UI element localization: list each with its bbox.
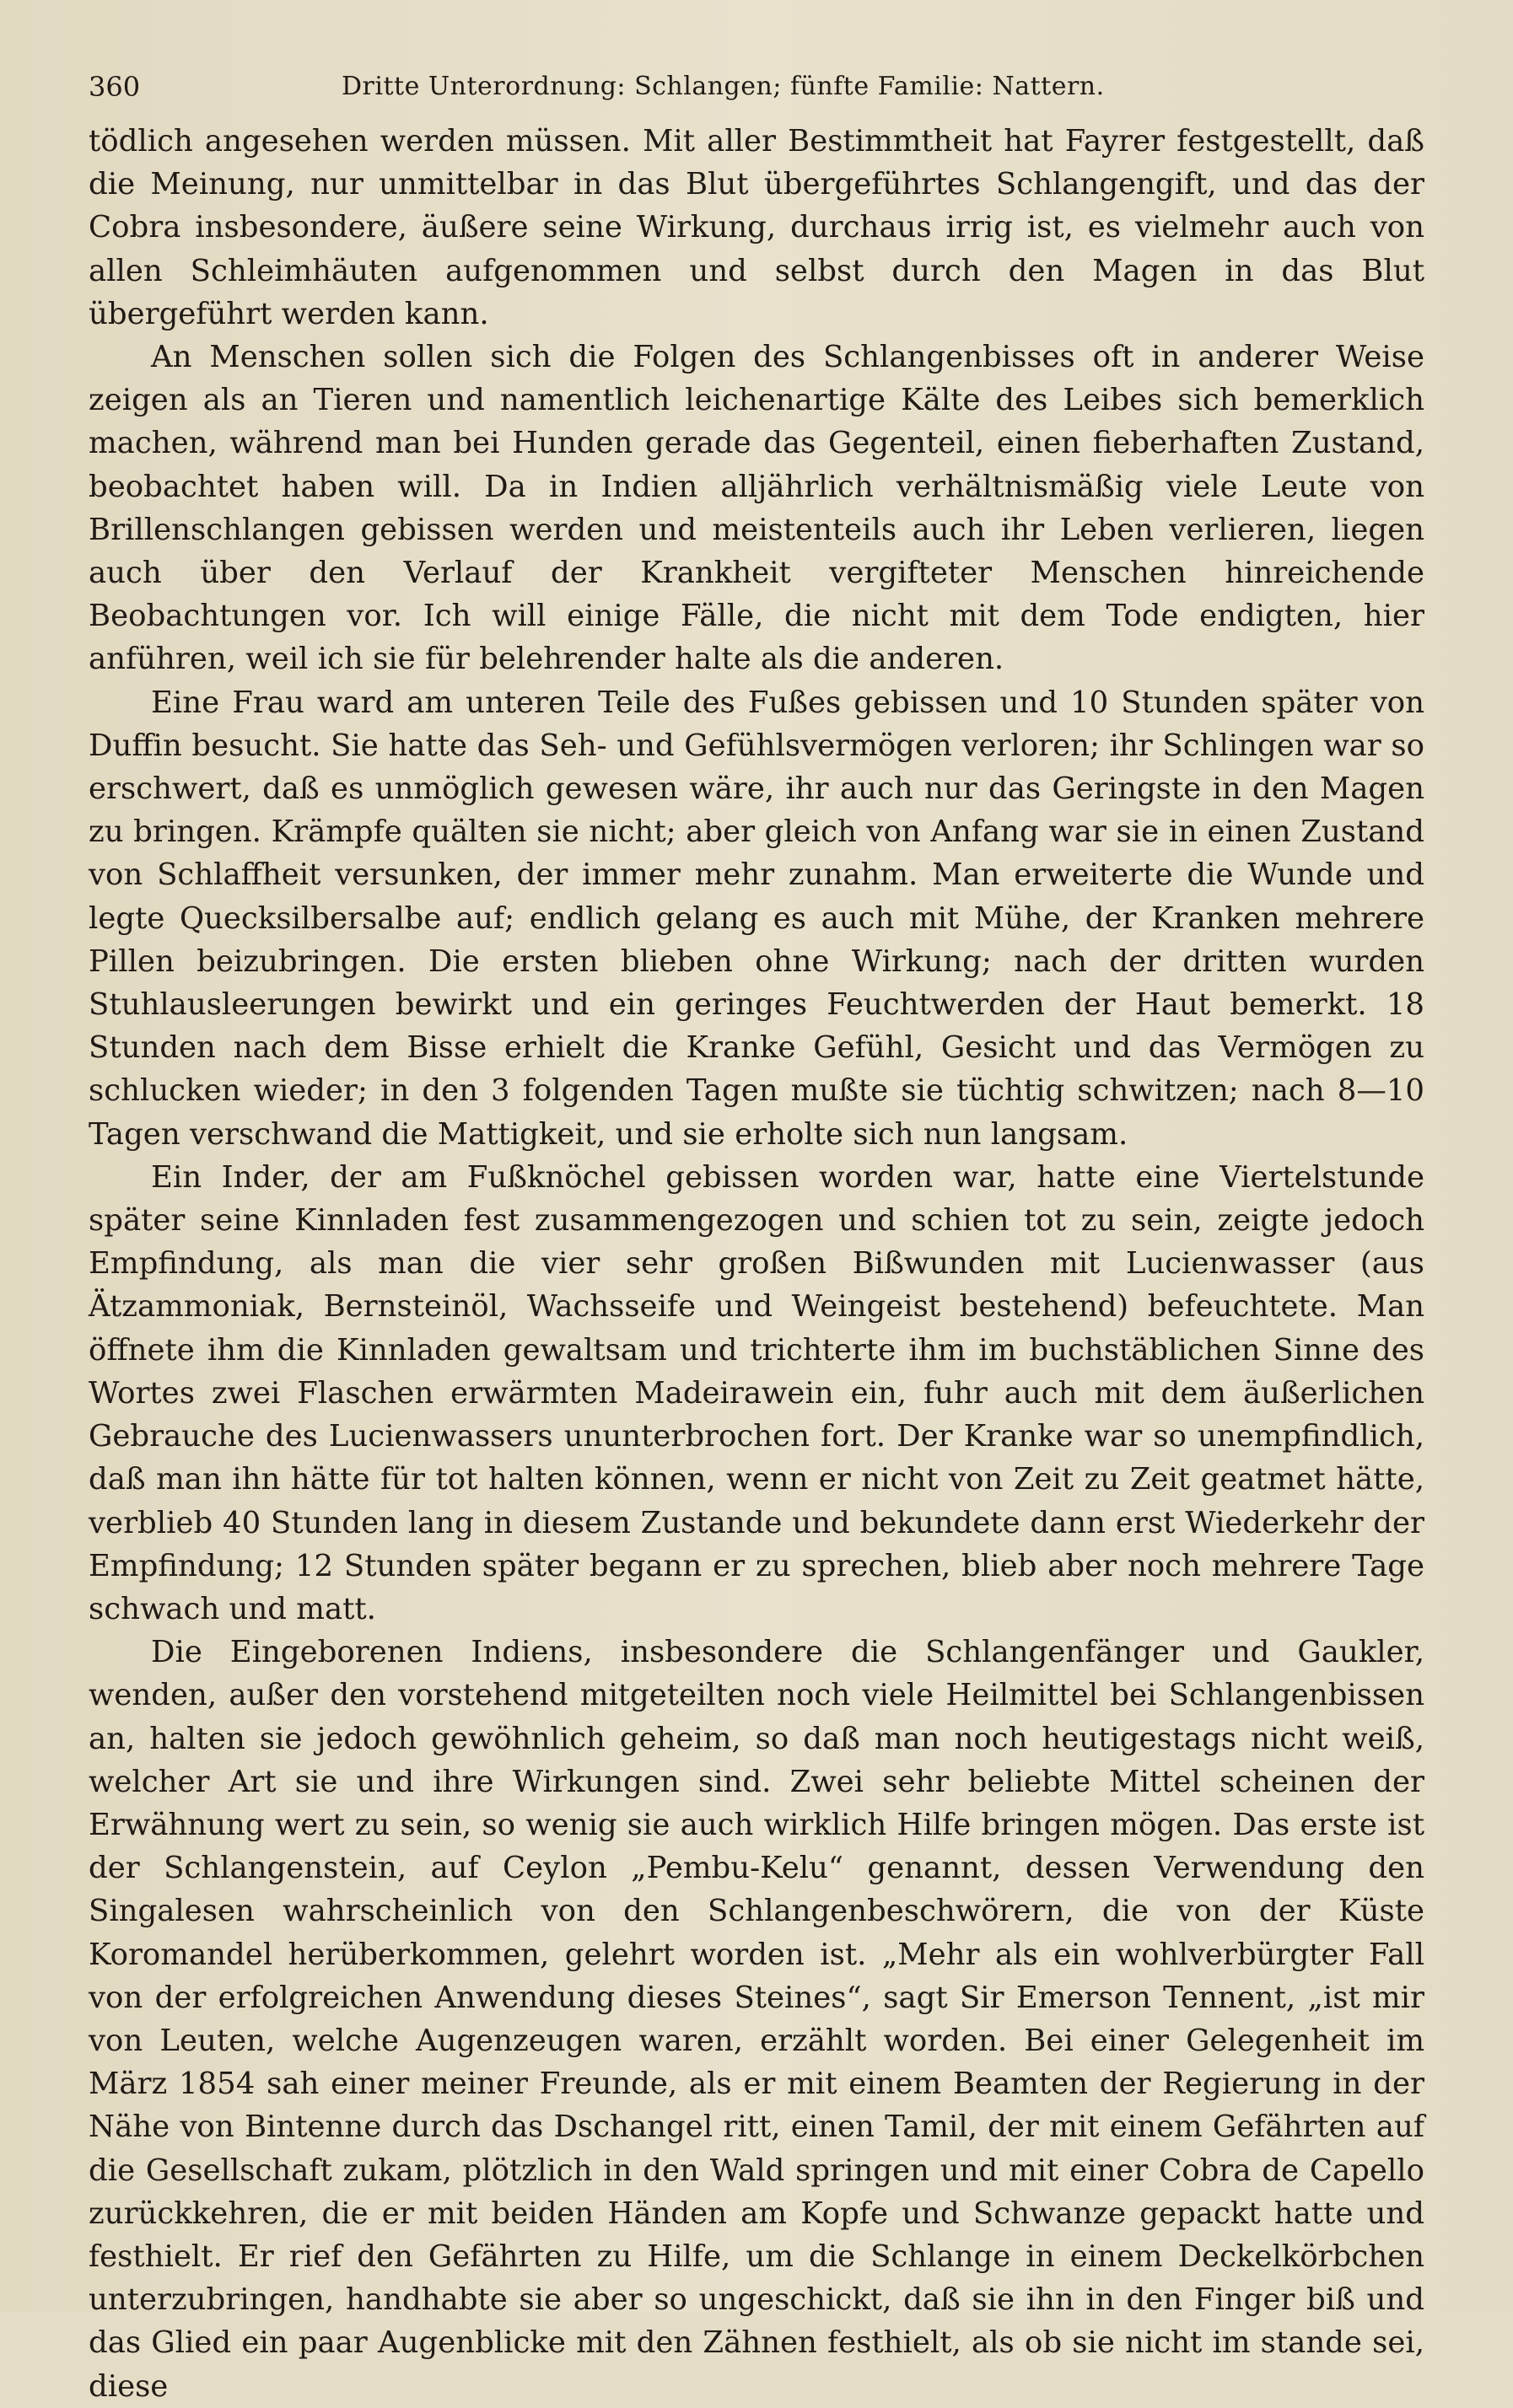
paragraph: Die Eingeborenen Indiens, insbesondere die Schlangenfänger und Gaukler, wenden, außer den vorstehend mitgeteilten noch viele Heilmittel bei Schlangenbissen an, halten sie jedoch gewöhnlich geheim, so daß man noch heutigestags nicht weiß, welcher Art sie und ihre Wirkungen sind. Zwei sehr beliebte Mittel scheinen der Erwähnung wert zu sein, so wenig sie auch wirklich Hilfe bringen mögen. Das erste ist der Schlangenstein, auf Ceylon „Pembu-Kelu“ genannt, dessen Verwendung den Singalesen wahrscheinlich von den Schlangenbeschwörern, die von der Küste Koromandel herüberkommen, gelehrt worden ist. „Mehr als ein wohlverbürgter Fall von der erfolgreichen Anwendung dieses Steines“, sagt Sir Emerson Tennent, „ist mir von Leuten, welche Augenzeugen waren, erzählt worden. Bei einer Gelegenheit im März 1854 sah einer meiner Freunde, als er mit einem Beamten der Regierung in der Nähe von Bintenne durch das Dschangel ritt, einen Tamil, der mit einem Gefährten auf die Gesellschaft zukam, plötzlich in den Wald springen und mit einer Cobra de Capello zurückkehren, die er mit beiden Händen am Kopfe und Schwanze gepackt hatte und festhielt. Er rief den Gefährten zu Hilfe, um die Schlange in einem Deckelkörbchen unterzubringen, handhabte sie aber so ungeschickt, daß sie ihn in den Finger biß und das Glied ein paar Augenblicke mit den Zähnen festhielt, als ob sie nicht im stande sei, diese [89,1635,1424,2404]
paragraph: Eine Frau ward am unteren Teile des Fußes gebissen und 10 Stunden später von Duffin besucht. Sie hatte das Seh- und Gefühlsvermögen verloren; ihr Schlingen war so erschwert, daß es unmöglich gewesen wäre, ihr auch nur das Geringste in den Magen zu bringen. Krämpfe quälten sie nicht; aber gleich von Anfang war sie in einen Zustand von Schlaffheit versunken, der immer mehr zunahm. Man erweiterte die Wunde und legte Quecksilbersalbe auf; endlich gelang es auch mit Mühe, der Kranken mehrere Pillen beizubringen. Die ersten blieben ohne Wirkung; nach der dritten wurden Stuhlausleerungen bewirkt und ein geringes Feuchtwerden der Haut bemerkt. 18 Stunden nach dem Bisse erhielt die Kranke Gefühl, Gesicht und das Vermögen zu schlucken wieder; in den 3 folgenden Tagen mußte sie tüchtig schwitzen; nach 8—10 Tagen verschwand die Mattigkeit, und sie erholte sich nun langsam. [89,685,1424,1152]
paragraph: Ein Inder, der am Fußknöchel gebissen worden war, hatte eine Viertelstunde später seine Kinnladen fest zusammengezogen und schien tot zu sein, zeigte jedoch Empfindung, als man die vier sehr großen Bißwunden mit Lucienwasser (aus Ätzammoniak, Bernsteinöl, Wachsseife und Weingeist bestehend) befeuchtete. Man öffnete ihm die Kinnladen gewaltsam und trichterte ihm im buchstäblichen Sinne des Wortes zwei Flaschen erwärmten Madeirawein ein, fuhr auch mit dem äußerlichen Gebrauche des Lucienwassers ununterbrochen fort. Der Kranke war so unempfindlich, daß man ihn hätte für tot halten können, wenn er nicht von Zeit zu Zeit geatmet hätte, verblieb 40 Stunden lang in diesem Zustande und bekundete dann erst Wiederkehr der Empfindung; 12 Stunden später begann er zu sprechen, blieb aber noch mehrere Tage schwach und matt. [89,1159,1424,1626]
page-number: 360 [89,71,141,103]
paragraph: tödlich angesehen werden müssen. Mit aller Bestimmtheit hat Fayrer festgestellt, daß die Meinung, nur unmittelbar in das Blut übergeführtes Schlangengift, und das der Cobra insbesondere, äußere seine Wirkung, durchaus irrig ist, es vielmehr auch von allen Schleimhäuten aufgenommen und selbst durch den Magen in das Blut übergeführt werden kann. [89,124,1424,331]
body-text [89,120,1424,2408]
running-head: Dritte Unterordnung: Schlangen; fünfte Familie: Nattern. [342,72,1105,101]
page-header [89,61,1424,113]
paragraph: An Menschen sollen sich die Folgen des Schlangenbisses oft in anderer Weise zeigen als an Tieren und namentlich leichenartige Kälte des Leibes sich bemerklich machen, während man bei Hunden gerade das Gegenteil, einen fieberhaften Zustand, beobachtet haben will. Da in Indien alljährlich verhältnismäßig viele Leute von Brillenschlangen gebissen werden und meistenteils auch ihr Leben verlieren, liegen auch über den Verlauf der Krankheit vergifteter Menschen hinreichende Beobachtungen vor. Ich will einige Fälle, die nicht mit dem Tode endigten, hier anführen, weil ich sie für belehrender halte als die anderen. [89,340,1424,677]
